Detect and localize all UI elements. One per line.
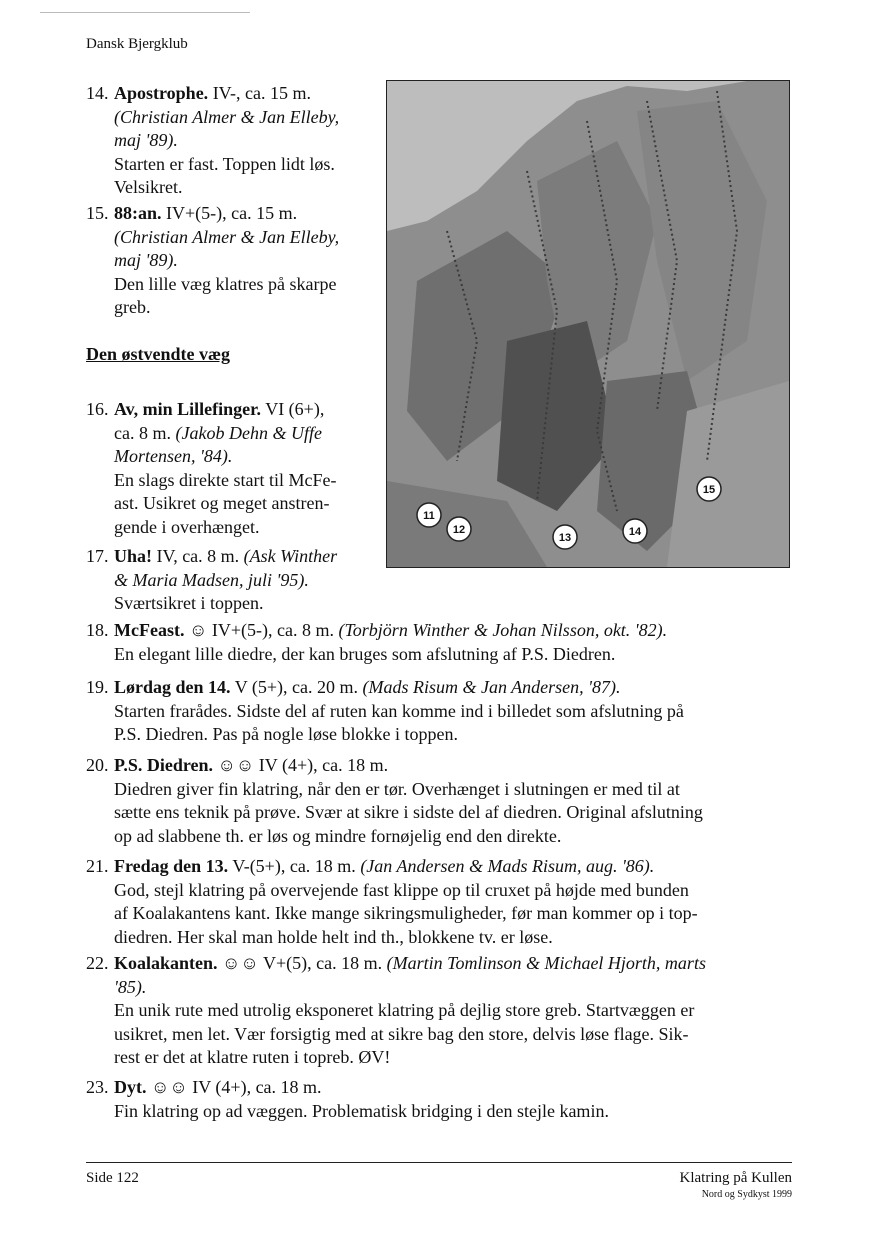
route-grade: IV-, ca. 15 m.: [208, 83, 312, 103]
route-number: 15.: [86, 203, 109, 223]
route-description: af Koalakantens kant. Ikke mange sikringsmuligheder, før man kommer op i top-: [114, 903, 698, 923]
route-citation: & Maria Madsen, juli '95).: [114, 569, 309, 590]
route-number: 16.: [86, 399, 109, 419]
top-rule: [40, 12, 250, 13]
route-entry: [86, 545, 386, 616]
route-label-11: 11: [423, 510, 435, 522]
route-grade: V (5+), ca. 20 m.: [230, 677, 363, 697]
route-grade: ☺☺ IV (4+), ca. 18 m.: [213, 755, 389, 775]
footer-book-title: [680, 1170, 792, 1200]
route-description: op ad slabbene th. er løs og mindre fornøjelig end den direkte.: [114, 825, 562, 846]
route-number: 22.: [86, 953, 109, 973]
route-label-12: 12: [452, 524, 466, 536]
route-citation: maj '89).: [114, 250, 178, 270]
route-title: Av, min Lillefinger.: [114, 399, 262, 419]
route-description: P.S. Diedren. Pas på nogle løse blokke i toppen.: [114, 724, 458, 744]
route-number: 18.: [86, 620, 109, 640]
route-title: P.S. Diedren.: [114, 755, 214, 775]
route-description: usikret, men let. Vær forsigtig med at sikre bag den store, delvis løse flage. Sik-: [114, 1023, 689, 1044]
route-grade: IV+(5-), ca. 15 m.: [161, 203, 298, 223]
route-entry: [86, 82, 386, 200]
route-number: 14.: [86, 83, 109, 103]
route-description: ast. Usikret og meget anstren-: [114, 493, 330, 513]
route-description: Fin klatring op ad væggen. Problematisk bridging i den stejle kamin.: [114, 1100, 609, 1121]
route-grade: V-(5+), ca. 18 m.: [228, 856, 361, 876]
route-description: diedren. Her skal man holde helt ind th., blokkene tv. er løse.: [114, 926, 553, 947]
route-title: 88:an.: [114, 203, 162, 223]
route-number: 19.: [86, 677, 109, 697]
route-title: Koalakanten.: [114, 953, 218, 973]
route-grade: ☺☺ IV (4+), ca. 18 m.: [146, 1077, 322, 1097]
route-citation: (Torbjörn Winther & Johan Nilsson, okt. '82).: [338, 620, 668, 640]
route-title: McFeast.: [114, 620, 185, 640]
route-description: Starten er fast. Toppen lidt løs.: [114, 153, 335, 174]
footer-page-number: Side 122: [86, 1170, 139, 1186]
route-description: En slags direkte start til McFe-: [114, 469, 337, 490]
route-number: 23.: [86, 1077, 109, 1097]
route-entry: [86, 398, 386, 539]
route-citation: Mortensen, '84).: [114, 446, 233, 466]
route-length: ca. 8 m.: [114, 422, 176, 443]
route-title: Uha!: [114, 546, 153, 566]
route-description: rest er det at klatre ruten i topreb. ØV!: [114, 1047, 391, 1067]
route-description: Starten frarådes. Sidste del af ruten kan komme ind i billedet som afslutning på: [114, 700, 684, 721]
route-entry: [86, 202, 386, 320]
route-entry: [86, 855, 796, 949]
route-entry: [86, 754, 796, 848]
section-heading: Den østvendte væg: [86, 344, 230, 364]
page-header: Dansk Bjergklub: [86, 36, 188, 52]
route-description: Den lille væg klatres på skarpe: [114, 273, 337, 294]
footer-rule: [86, 1162, 792, 1163]
route-description: greb.: [114, 297, 151, 317]
route-description: gende i overhænget.: [114, 516, 260, 537]
route-grade: IV, ca. 8 m.: [152, 546, 244, 566]
route-title: Lørdag den 14.: [114, 677, 231, 697]
route-citation: (Christian Almer & Jan Elleby,: [114, 226, 340, 247]
route-description: sætte ens teknik på prøve. Svær at sikre i sidste del af diedren. Original afslutning: [114, 802, 703, 822]
route-entry: [86, 676, 796, 747]
route-title: Fredag den 13.: [114, 856, 229, 876]
route-entry: [86, 952, 796, 1070]
footer-title: Klatring på Kullen: [679, 1170, 792, 1186]
route-title: Dyt.: [114, 1077, 147, 1097]
route-citation: (Christian Almer & Jan Elleby,: [114, 106, 340, 127]
route-label-14: 14: [628, 526, 642, 538]
route-title: Apostrophe.: [114, 83, 209, 103]
route-entry: [86, 1076, 796, 1123]
route-citation: (Martin Tomlinson & Michael Hjorth, marts: [386, 953, 706, 973]
cliff-photo: [386, 80, 790, 568]
route-entry: [86, 619, 796, 666]
route-label-15: 15: [702, 484, 716, 496]
route-description: Diedren giver fin klatring, når den er tør. Overhænget i slutningen er med til at: [114, 778, 680, 799]
route-citation: maj '89).: [114, 130, 178, 150]
route-description: Sværtsikret i toppen.: [114, 593, 264, 613]
route-description: En elegant lille diedre, der kan bruges som afslutning af P.S. Diedren.: [114, 643, 616, 664]
route-label-13: 13: [558, 532, 572, 544]
route-grade: ☺☺ V+(5), ca. 18 m.: [217, 953, 387, 973]
route-number: 17.: [86, 546, 109, 566]
route-description: God, stejl klatring på overvejende fast klippe op til cruxet på højde med bunden: [114, 879, 689, 900]
route-description: En unik rute med utrolig eksponeret klatring på dejlig store greb. Startvæggen er: [114, 1000, 695, 1020]
route-citation: (Mads Risum & Jan Andersen, '87).: [362, 677, 621, 697]
route-citation: (Ask Winther: [243, 546, 338, 566]
cliff-photo-image: [387, 81, 789, 567]
route-number: 21.: [86, 856, 109, 876]
route-citation: (Jan Andersen & Mads Risum, aug. '86).: [360, 856, 655, 876]
footer-subtitle: Nord og Sydkyst 1999: [701, 1189, 792, 1200]
route-citation: '85).: [114, 976, 147, 997]
route-citation: (Jakob Dehn & Uffe: [175, 422, 322, 443]
route-description: Velsikret.: [114, 177, 183, 197]
route-number: 20.: [86, 755, 109, 775]
route-grade: ☺ IV+(5-), ca. 8 m.: [184, 620, 339, 640]
route-grade: VI (6+),: [261, 399, 325, 419]
